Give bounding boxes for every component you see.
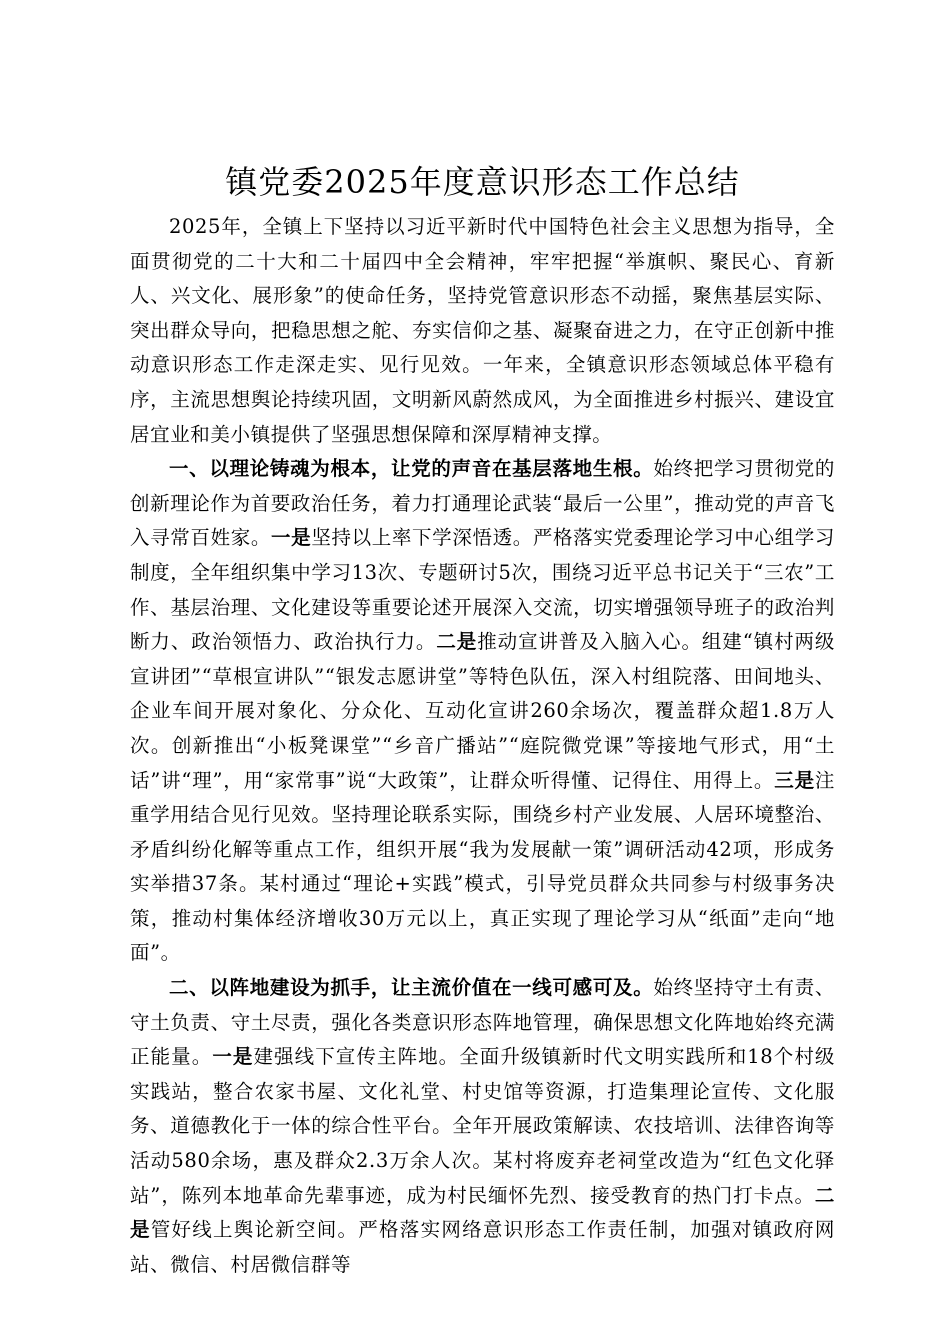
section-1-marker-1: 一是 [271, 526, 312, 550]
document-title: 镇党委2025年度意识形态工作总结 [225, 163, 740, 201]
intro-paragraph: 2025年，全镇上下坚持以习近平新时代中国特色社会主义思想为指导，全面贯彻党的二十大和二十届四中全会精神，牢牢把握“举旗帜、聚民心、育新人、兴文化、展形象”的使命任务，坚持党管意识形态不动摇，聚焦基层实际、突出群众导向，把稳思想之舵、夯实信仰之基、凝聚奋进之力，在守正创新中推动意识形态工作走深走实、见行见效。一年来，全镇意识形态领域总体平稳有序，主流思想舆论持续巩固，文明新风蔚然成风，为全面推进乡村振兴、建设宜居宜业和美小镇提供了坚强思想保障和深厚精神支撑。 [130, 215, 835, 446]
section-2-point-1: 建强线下宣传主阵地。全面升级镇新时代文明实践所和18个村级实践站，整合农家书屋、文化礼堂、村史馆等资源，打造集理论宣传、文化服务、道德教化于一体的综合性平台。全年开展政策解读、农技培训、法律咨询等活动580余场，惠及群众2.3万余人次。某村将废弃老祠堂改造为“红色文化驿站”，陈列本地革命先辈事迹，成为村民缅怀先烈、接受教育的热门打卡点。 [130, 1045, 836, 1207]
section-1-point-3: 注重学用结合见行见效。坚持理论联系实际，围绕乡村产业发展、人居环境整治、矛盾纠纷化解等重点工作，组织开展“我为发展献一策”调研活动42项，形成务实举措37条。某村通过“理论+实践”模式，引导党员群众共同参与村级事务决策，推动村集体经济增收30万元以上，真正实现了理论学习从“纸面”走向“地面”。 [130, 768, 835, 965]
section-1-lead: 始终把学习贯彻党的创新理论作为首要政治任务，着力打通理论武装“最后一公里”，推动党的声音飞入寻常百姓家。 [130, 457, 835, 550]
section-2-marker-1: 一是 [212, 1045, 254, 1069]
section-2-heading: 二、以阵地建设为抓手，让主流价值在一线可感可及。 [169, 976, 654, 1000]
section-2-paragraph [130, 971, 835, 1282]
section-2-marker-2: 二是 [130, 1183, 835, 1242]
document-page [130, 160, 835, 1282]
section-2-lead: 始终坚持守土有责、守土负责、守土尽责，强化各类意识形态阵地管理，确保思想文化阵地始终充满正能量。 [130, 976, 835, 1069]
section-1-paragraph [130, 452, 835, 971]
section-1-heading: 一、以理论铸魂为根本，让党的声音在基层落地生根。 [169, 457, 654, 481]
section-1-marker-2: 二是 [436, 630, 478, 654]
section-1-point-1: 坚持以上率下学深悟透。严格落实党委理论学习中心组学习制度，全年组织集中学习13次、专题研讨5次，围绕习近平总书记关于“三农”工作、基层治理、文化建设等重要论述开展深入交流，切实增强领导班子的政治判断力、政治领悟力、政治执行力。 [130, 526, 836, 654]
section-1-point-2: 推动宣讲普及入脑入心。组建“镇村两级宣讲团”“草根宣讲队”“银发志愿讲堂”等特色队伍，深入村组院落、田间地头、企业车间开展对象化、分众化、互动化宣讲260余场次，覆盖群众超1.8万人次。创新推出“小板凳课堂”“乡音广播站”“庭院微党课”等接地气形式，用“土话”讲“理”，用“家常事”说“大政策”，让群众听得懂、记得住、用得上。 [130, 630, 835, 792]
section-2-point-2: 管好线上舆论新空间。严格落实网络意识形态工作责任制，加强对镇政府网站、微信、村居微信群等 [130, 1218, 835, 1276]
section-1-marker-3: 三是 [774, 768, 815, 792]
